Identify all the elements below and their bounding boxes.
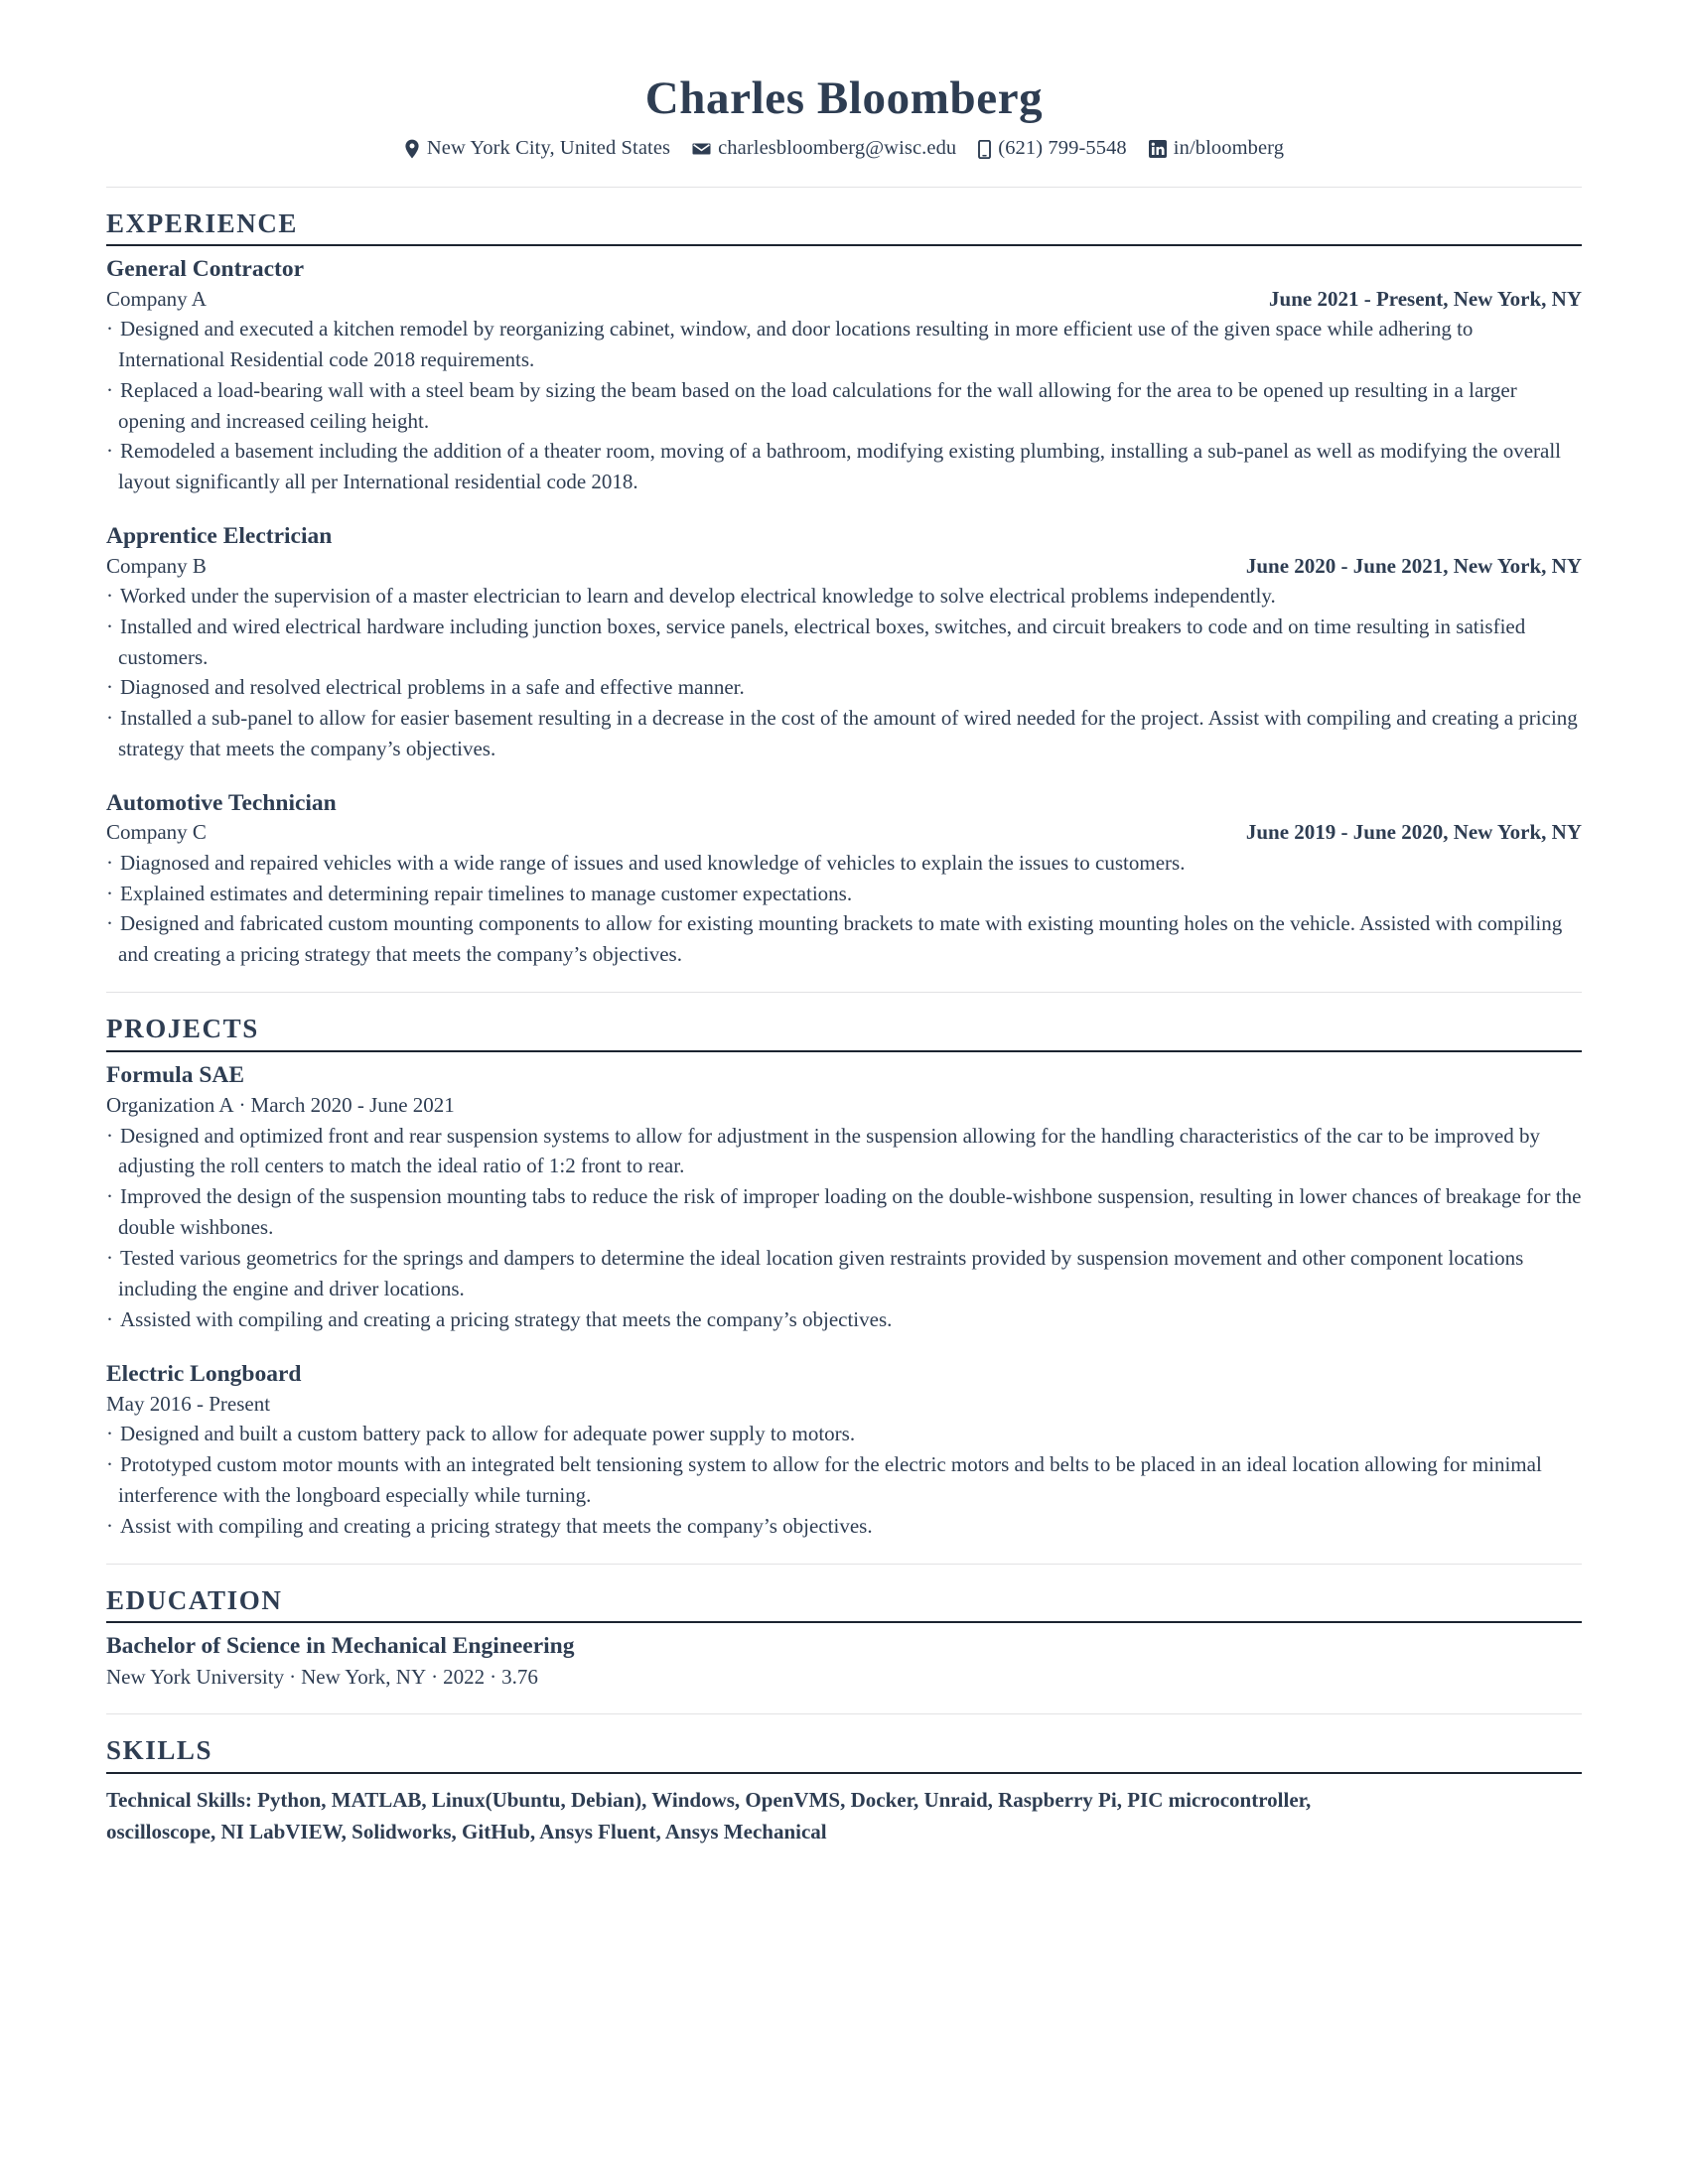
job-title: Apprentice Electrician [106,523,333,550]
section-experience [106,209,1582,970]
section-rule-skills [106,1772,1582,1774]
section-rule-projects [106,1050,1582,1052]
bullet: · Designed and executed a kitchen remodel by reorganizing cabinet, window, and door locations resulting in more efficient use of the given space while adhering to International Residential code 2018 requirements. [106,314,1582,375]
contact-phone-text: (621) 799-5548 [998,137,1127,160]
job-bullets [106,848,1582,970]
spacer [106,1692,1582,1713]
divider-before-education [106,1564,1582,1565]
job-bullets [106,581,1582,764]
project-dates: March 2020 - June 2021 [250,1093,455,1118]
bullet: · Diagnosed and resolved electrical problems in a safe and effective manner. [106,672,1582,703]
divider-before-projects [106,992,1582,993]
bullet: · Installed a sub-panel to allow for easier basement resulting in a decrease in the cost of the amount of wired needed for the project. Assist with compiling and creating a pricing strategy that meets the company’s objectives. [106,703,1582,764]
section-skills [106,1736,1582,1848]
project-bullets [106,1419,1582,1541]
resume-header [106,0,1582,188]
meta-separator: · [490,1664,497,1689]
location-pin-icon [404,139,420,159]
contact-phone[interactable] [978,136,1127,161]
bullet: · Explained estimates and determining repair timelines to manage customer expectations. [106,879,1582,909]
job-meta-row [106,286,1582,313]
degree-title: Bachelor of Science in Mechanical Engineering [106,1633,575,1660]
bullet: · Installed and wired electrical hardware including junction boxes, service panels, electrical boxes, switches, and circuit breakers to code and on time resulting in satisfied customers. [106,612,1582,673]
page-title: Charles Bloomberg [644,72,1044,124]
job-company: Company C [106,820,207,845]
job-meta-row [106,819,1582,846]
bullet: · Designed and fabricated custom mounting components to allow for existing mounting brackets to mate with existing mounting holes on the vehicle. Assisted with compiling and creating a pricing strategy that meets the company’s objectives. [106,908,1582,970]
linkedin-icon [1149,140,1167,158]
contact-linkedin-text: in/bloomberg [1173,137,1285,160]
envelope-icon [692,142,711,156]
job-title: General Contractor [106,256,305,283]
phone-icon [978,140,991,159]
project-organization: Organization A [106,1093,234,1118]
meta-separator: · [238,1093,246,1118]
bullet: · Designed and optimized front and rear suspension systems to allow for adjustment in the suspension allowing for the handling characteristics of the car to be improved by adjusting the roll centers to match the ideal ratio of 1:2 front to rear. [106,1121,1582,1182]
contact-location-text: New York City, United States [426,137,671,160]
section-education [106,1586,1582,1691]
bullet: · Prototyped custom motor mounts with an integrated belt tensioning system to allow for the electric motors and belts to be placed in an ideal location allowing for minimal interference with the longboard especially while turning. [106,1449,1582,1511]
education-detail [106,1663,1582,1691]
job-dates-location: June 2020 - June 2021, New York, NY [1245,553,1582,578]
project-bullets [106,1121,1582,1335]
contact-email-text: charlesbloomberg@wisc.edu [718,137,957,160]
section-rule-education [106,1621,1582,1623]
education-entry [106,1632,1582,1691]
project-entry [106,1360,1582,1542]
experience-entry [106,255,1582,497]
job-title: Automotive Technician [106,789,337,816]
contact-email[interactable] [692,136,956,161]
contact-line [106,136,1582,161]
gpa: 3.76 [501,1664,538,1689]
experience-entry [106,522,1582,764]
bullet: · Worked under the supervision of a master electrician to learn and develop electrical knowledge to solve electrical problems independently. [106,581,1582,612]
project-title: Electric Longboard [106,1360,302,1387]
spacer [106,970,1582,992]
section-title-education: EDUCATION [106,1584,283,1615]
school-location: New York, NY [301,1664,427,1689]
spacer [106,1542,1582,1564]
bullet: · Remodeled a basement including the addition of a theater room, moving of a bathroom, modifying existing plumbing, installing a sub-panel as well as modifying the overall layout significantly all per International residential code 2018. [106,436,1582,497]
bullet: · Designed and built a custom battery pack to allow for adequate power supply to motors. [106,1419,1582,1449]
project-dates: May 2016 - Present [106,1391,271,1416]
job-dates-location: June 2021 - Present, New York, NY [1269,286,1582,311]
job-company: Company A [106,286,207,311]
meta-separator: · [289,1664,297,1689]
divider-before-skills [106,1713,1582,1714]
job-bullets [106,314,1582,497]
section-projects [106,1015,1582,1542]
bullet: · Assist with compiling and creating a pricing strategy that meets the company’s objectives. [106,1511,1582,1542]
experience-entry [106,789,1582,970]
bullet: · Assisted with compiling and creating a pricing strategy that meets the company’s objectives. [106,1304,1582,1335]
header-divider [106,187,1582,188]
graduation-year: 2022 [443,1664,486,1689]
bullet: · Tested various geometrics for the springs and dampers to determine the ideal location given restraints provided by suspension movement and other component locations including the engine and driver locations. [106,1243,1582,1304]
meta-separator: · [431,1664,439,1689]
section-title-experience: EXPERIENCE [106,207,299,238]
bullet: · Improved the design of the suspension mounting tabs to reduce the risk of improper loading on the double-wishbone suspension, resulting in lower chances of breakage for the double wishbones. [106,1181,1582,1243]
bullet: · Replaced a load-bearing wall with a steel beam by sizing the beam based on the load calculations for the wall allowing for the area to be opened up resulting in a larger opening and increased ceiling height. [106,375,1582,437]
bullet: · Diagnosed and repaired vehicles with a wide range of issues and used knowledge of vehicles to explain the issues to customers. [106,848,1582,879]
project-entry [106,1061,1582,1335]
project-meta [106,1091,1582,1119]
section-rule-experience [106,244,1582,246]
section-title-skills: SKILLS [106,1735,213,1766]
job-company: Company B [106,553,207,578]
job-dates-location: June 2019 - June 2020, New York, NY [1245,820,1582,845]
section-title-projects: PROJECTS [106,1014,259,1044]
school-name: New York University [106,1664,285,1689]
project-meta [106,1390,1582,1418]
skills-body: Technical Skills: Python, MATLAB, Linux(Ubuntu, Debian), Windows, OpenVMS, Docker, Unraid, Raspberry Pi, PIC microcontroller, oscilloscope, NI LabVIEW, Solidworks, GitHub, Ansys Fluent, Ansys Mechanical [106,1787,1312,1843]
job-meta-row [106,553,1582,580]
contact-linkedin[interactable] [1149,136,1284,161]
contact-location[interactable] [404,136,670,161]
project-title: Formula SAE [106,1061,245,1088]
